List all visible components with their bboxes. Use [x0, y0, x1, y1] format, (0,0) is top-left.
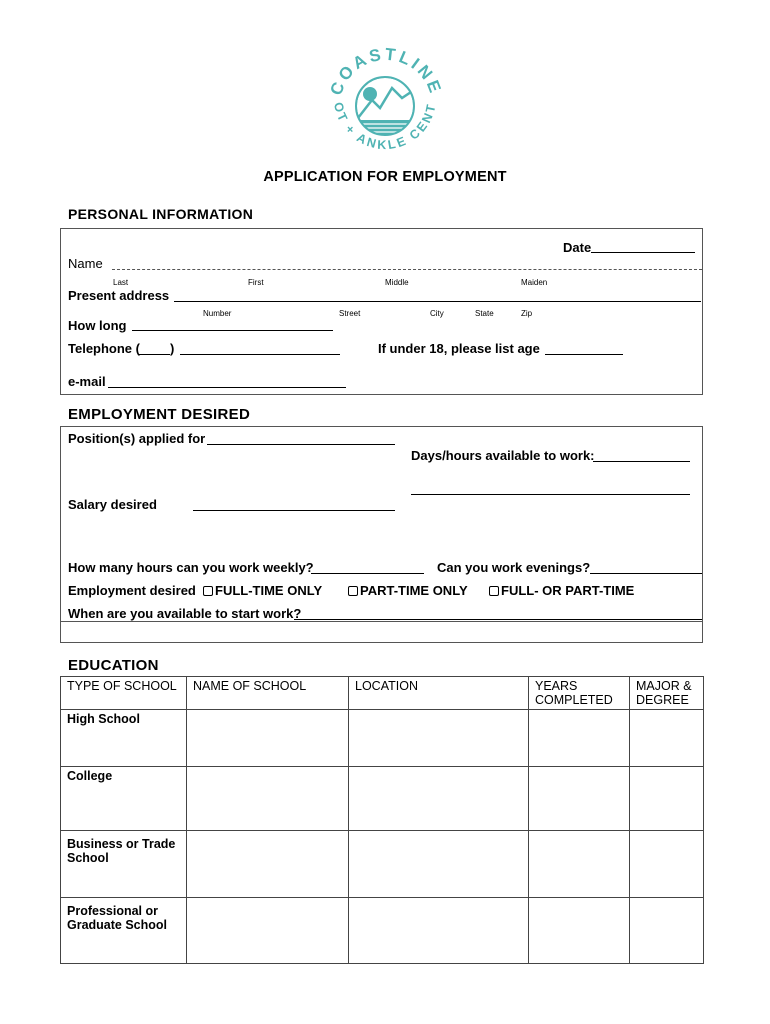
name-sub-maiden: Maiden [521, 278, 548, 287]
email-field[interactable] [108, 373, 346, 388]
name-label: Name [68, 256, 103, 271]
option-full-time-label: FULL-TIME ONLY [215, 583, 323, 598]
professional-name-cell[interactable] [187, 898, 349, 964]
table-row [61, 831, 704, 898]
address-label: Present address [68, 288, 170, 303]
positions-label: Position(s) applied for [68, 431, 206, 446]
option-full-or-part[interactable] [489, 583, 634, 598]
name-field[interactable] [112, 255, 702, 270]
logo [320, 38, 450, 168]
salary-field[interactable] [193, 496, 395, 511]
telephone-label: Telephone ( [68, 341, 140, 356]
education-heading: EDUCATION [68, 657, 159, 674]
days-hours-field[interactable] [593, 447, 690, 462]
how-long-label: How long [68, 318, 127, 333]
row-label-high-school: High School [61, 710, 187, 767]
option-full-time[interactable] [203, 583, 322, 598]
option-full-or-part-label: FULL- OR PART-TIME [501, 583, 635, 598]
row-label-college: College [61, 767, 187, 831]
col-name-of-school: NAME OF SCHOOL [187, 677, 349, 710]
row-label-business-trade: Business or Trade School [61, 831, 187, 898]
email-label: e-mail [68, 374, 106, 389]
employment-desired-label: Employment desired [68, 583, 196, 598]
col-years-completed: YEARS COMPLETED [529, 677, 630, 710]
professional-major-cell[interactable] [630, 898, 704, 964]
business-years-cell[interactable] [529, 831, 630, 898]
address-sub-zip: Zip [521, 309, 533, 318]
start-label: When are you available to start work? [68, 606, 302, 621]
evenings-field[interactable] [590, 559, 702, 574]
under18-age-field[interactable] [545, 340, 623, 355]
personal-info-heading: PERSONAL INFORMATION [68, 206, 254, 222]
high-school-years-cell[interactable] [529, 710, 630, 767]
option-part-time-label: PART-TIME ONLY [360, 583, 468, 598]
hours-weekly-label: How many hours can you work weekly? [68, 560, 314, 575]
date-label: Date [563, 240, 592, 255]
address-sub-number: Number [203, 309, 232, 318]
hours-weekly-field[interactable] [311, 559, 424, 574]
evenings-label: Can you work evenings? [437, 560, 591, 575]
professional-years-cell[interactable] [529, 898, 630, 964]
college-major-cell[interactable] [630, 767, 704, 831]
college-location-cell[interactable] [349, 767, 529, 831]
coastline-logo-icon [320, 38, 450, 168]
checkbox-icon[interactable] [348, 586, 358, 596]
days-hours-field-2[interactable] [411, 480, 690, 495]
address-field[interactable] [174, 287, 701, 302]
salary-label: Salary desired [68, 497, 157, 512]
business-major-cell[interactable] [630, 831, 704, 898]
col-type-of-school: TYPE OF SCHOOL [61, 677, 187, 710]
svg-text:FOOT + ANKLE CENTER: OT + ANKLE CENT [330, 100, 439, 153]
address-sub-state: State [475, 309, 494, 318]
date-field[interactable] [591, 238, 695, 253]
table-row [61, 710, 704, 767]
business-name-cell[interactable] [187, 831, 349, 898]
under18-label: If under 18, please list age [378, 341, 540, 356]
telephone-field[interactable] [180, 340, 340, 355]
start-field[interactable] [294, 605, 702, 620]
table-row [61, 898, 704, 964]
employment-heading: EMPLOYMENT DESIRED [68, 406, 251, 423]
name-sub-middle: Middle [385, 278, 409, 287]
business-location-cell[interactable] [349, 831, 529, 898]
college-years-cell[interactable] [529, 767, 630, 831]
address-sub-street: Street [339, 309, 361, 318]
professional-location-cell[interactable] [349, 898, 529, 964]
education-table [60, 676, 704, 964]
address-sub-city: City [430, 309, 444, 318]
telephone-area-field[interactable] [138, 340, 170, 355]
table-row [61, 767, 704, 831]
positions-field[interactable] [207, 430, 395, 445]
education-header-row [61, 677, 704, 710]
row-label-professional-graduate: Professional or Graduate School [61, 898, 187, 964]
name-sub-first: First [248, 278, 264, 287]
option-part-time[interactable] [348, 583, 468, 598]
col-location: LOCATION [349, 677, 529, 710]
checkbox-icon[interactable] [203, 586, 213, 596]
college-name-cell[interactable] [187, 767, 349, 831]
high-school-name-cell[interactable] [187, 710, 349, 767]
how-long-field[interactable] [132, 316, 333, 331]
telephone-close: ) [170, 341, 175, 356]
high-school-major-cell[interactable] [630, 710, 704, 767]
name-sub-last: Last [113, 278, 129, 287]
col-major-degree: MAJOR & DEGREE [630, 677, 704, 710]
page-title: APPLICATION FOR EMPLOYMENT [263, 169, 507, 185]
personal-info-section [60, 228, 703, 395]
checkbox-icon[interactable] [489, 586, 499, 596]
svg-text:COASTLINE: COASTLINE [326, 44, 446, 98]
start-field-2 [61, 621, 702, 622]
high-school-location-cell[interactable] [349, 710, 529, 767]
days-hours-label: Days/hours available to work: [411, 448, 595, 463]
